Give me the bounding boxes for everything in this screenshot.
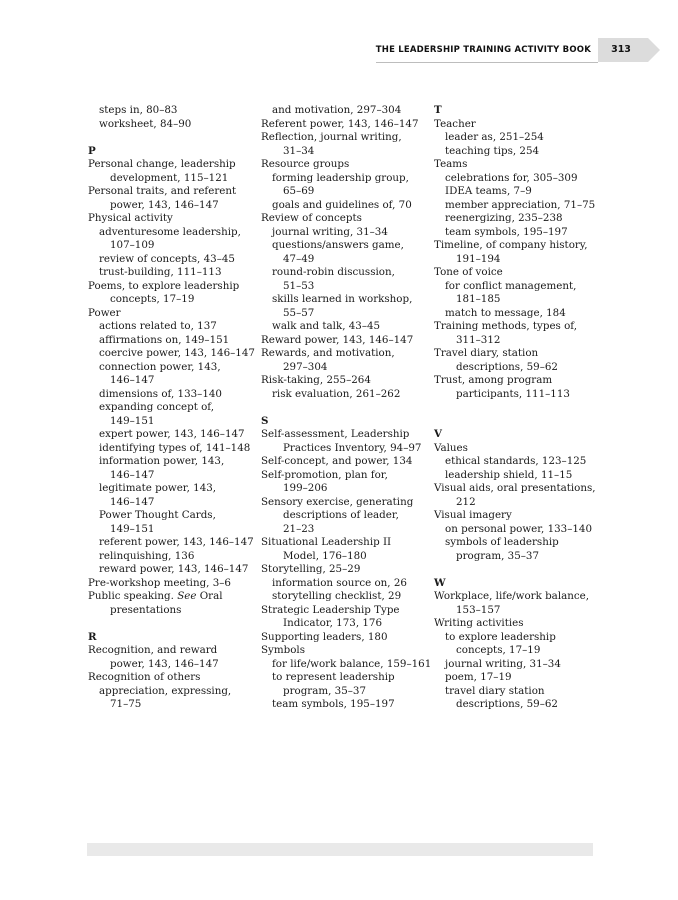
index-continuation: 51–53 (283, 279, 315, 292)
index-entry: Personal change, leadership (88, 158, 236, 170)
index-column-2 (261, 104, 431, 712)
index-subentry: appreciation, expressing, (99, 684, 232, 697)
index-subentry: steps in, 80–83 (99, 104, 178, 116)
index-letter-heading: R (88, 630, 97, 643)
index-subentry: risk evaluation, 261–262 (272, 387, 401, 400)
index-continuation: 107–109 (110, 239, 155, 251)
index-spacer (88, 617, 258, 631)
index-letter-heading: T (434, 104, 442, 116)
index-subentry: goals and guidelines of, 70 (272, 198, 412, 211)
index-subentry: Power Thought Cards, (99, 509, 216, 521)
index-entry: Pre-workshop meeting, 3–6 (88, 576, 231, 589)
index-entry: Reward power, 143, 146–147 (261, 333, 414, 346)
index-letter-heading: S (261, 414, 269, 427)
index-continuation: 153–157 (456, 603, 501, 616)
index-entry: Personal traits, and referent (88, 185, 237, 197)
index-subentry: journal writing, 31–34 (272, 225, 388, 238)
index-subentry: for conflict management, (445, 279, 577, 292)
index-subentry: expert power, 143, 146–147 (99, 428, 245, 440)
index-letter-heading: P (88, 144, 96, 157)
index-subentry: review of concepts, 43–45 (99, 252, 235, 265)
index-subentry: information power, 143, (99, 455, 225, 467)
index-continuation: 311–312 (456, 333, 501, 346)
index-continuation: 212 (456, 495, 476, 508)
index-entry: Values (434, 441, 468, 454)
index-entry: Self-promotion, plan for, (261, 468, 388, 481)
index-entry: Physical activity (88, 212, 173, 224)
index-entry: Poems, to explore leadership (88, 279, 240, 292)
index-subentry: team symbols, 195–197 (445, 225, 568, 238)
index-continuation: 146–147 (110, 374, 155, 386)
index-subentry: legitimate power, 143, (99, 482, 217, 494)
index-subentry: adventuresome leadership, (99, 225, 241, 238)
index-subentry: reward power, 143, 146–147 (99, 563, 249, 575)
index-subentry: dimensions of, 133–140 (99, 387, 222, 400)
index-continuation: 31–34 (283, 144, 315, 157)
index-subentry: forming leadership group, (272, 171, 409, 184)
index-continuation: 191–194 (456, 252, 501, 265)
index-subentry: leadership shield, 11–15 (445, 468, 573, 481)
index-letter-heading: W (434, 576, 446, 589)
index-entry: Referent power, 143, 146–147 (261, 117, 419, 130)
index-subentry: and motivation, 297–304 (272, 104, 402, 116)
index-entry: Supporting leaders, 180 (261, 630, 388, 643)
index-subentry: coercive power, 143, 146–147 (99, 347, 255, 359)
index-entry: Resource groups (261, 158, 350, 170)
index-subentry: relinquishing, 136 (99, 549, 195, 562)
index-entry: Recognition of others (88, 671, 201, 683)
index-subentry: on personal power, 133–140 (445, 522, 593, 535)
index-subentry: ethical standards, 123–125 (445, 455, 587, 467)
index-entry: Visual imagery (434, 509, 512, 521)
index-continuation: 149–151 (110, 414, 155, 427)
index-subentry: match to message, 184 (445, 306, 566, 319)
index-entry: Recognition, and reward (88, 644, 218, 656)
index-subentry: skills learned in workshop, (272, 293, 413, 305)
index-continuation: descriptions, 59–62 (456, 698, 558, 710)
index-continuation: 55–57 (283, 306, 315, 319)
index-entry: Training methods, types of, (434, 320, 578, 332)
index-entry: Writing activities (434, 617, 524, 629)
index-subentry: actions related to, 137 (99, 320, 217, 332)
index-continuation: concepts, 17–19 (456, 644, 541, 656)
book-title: THE LEADERSHIP TRAINING ACTIVITY BOOK (375, 45, 591, 55)
index-spacer (434, 563, 604, 577)
index-continuation: 297–304 (283, 360, 328, 373)
index-column-1 (88, 104, 258, 712)
index-entry: Symbols (261, 644, 306, 656)
index-subentry: trust-building, 111–113 (99, 266, 222, 278)
footer-bar (87, 843, 593, 856)
index-subentry: reenergizing, 235–238 (445, 212, 563, 224)
index-entry: Visual aids, oral presentations, (434, 482, 596, 494)
index-entry: Trust, among program (434, 374, 553, 386)
index-subentry: worksheet, 84–90 (99, 117, 192, 130)
index-continuation: power, 143, 146–147 (110, 657, 219, 670)
index-subentry: symbols of leadership (445, 536, 559, 548)
index-entry: Reflection, journal writing, (261, 131, 402, 143)
index-entry: Self-concept, and power, 134 (261, 455, 413, 467)
index-subentry: round-robin discussion, (272, 266, 395, 278)
index-subentry: referent power, 143, 146–147 (99, 536, 254, 548)
index-continuation: development, 115–121 (110, 171, 229, 184)
index-subentry: travel diary station (445, 684, 545, 697)
index-letter-heading: V (434, 428, 442, 440)
index-spacer (434, 415, 604, 429)
index-continuation: 21–23 (283, 522, 315, 535)
page-number: 313 (611, 44, 631, 55)
index-continuation: concepts, 17–19 (110, 293, 195, 305)
index-continuation: 146–147 (110, 495, 155, 508)
index-entry: Strategic Leadership Type (261, 603, 400, 616)
index-entry: Workplace, life/work balance, (434, 590, 590, 602)
index-subentry: teaching tips, 254 (445, 144, 540, 157)
index-subentry: identifying types of, 141–148 (99, 441, 251, 454)
index-subentry: leader as, 251–254 (445, 131, 544, 143)
index-spacer (88, 131, 258, 145)
index-entry: Self-assessment, Leadership (261, 428, 410, 440)
header-rule (376, 62, 598, 63)
index-spacer (434, 401, 604, 415)
index-continuation: 65–69 (283, 185, 315, 197)
index-subentry: member appreciation, 71–75 (445, 198, 596, 211)
index-continuation: program, 35–37 (283, 684, 367, 697)
index-continuation: 71–75 (110, 698, 142, 710)
index-subentry: expanding concept of, (99, 401, 215, 413)
index-subentry: storytelling checklist, 29 (272, 590, 402, 602)
index-entry: Review of concepts (261, 212, 362, 224)
index-entry: Power (88, 306, 121, 319)
running-header (0, 38, 678, 62)
index-entry: Storytelling, 25–29 (261, 563, 361, 575)
index-subentry: celebrations for, 305–309 (445, 171, 578, 184)
index-subentry: journal writing, 31–34 (445, 657, 561, 670)
index-subentry: affirmations on, 149–151 (99, 333, 230, 346)
index-continuation: Practices Inventory, 94–97 (283, 441, 422, 454)
index-subentry: connection power, 143, (99, 360, 221, 373)
index-entry: Situational Leadership II (261, 536, 392, 548)
index-subentry: for life/work balance, 159–161 (272, 657, 432, 670)
index-continuation: descriptions, 59–62 (456, 360, 558, 373)
index-entry: Teacher (434, 117, 476, 130)
index-continuation: 149–151 (110, 522, 155, 535)
index-subentry: poem, 17–19 (445, 671, 512, 683)
index-continuation: power, 143, 146–147 (110, 198, 219, 211)
index-subentry: team symbols, 195–197 (272, 698, 395, 710)
index-entry: Teams (434, 158, 468, 170)
cross-reference-see: See (177, 590, 197, 602)
index-continuation: 181–185 (456, 293, 501, 305)
index-entry: Public speaking. See Oral (88, 590, 223, 602)
index-column-3 (434, 104, 604, 712)
index-subentry: information source on, 26 (272, 576, 407, 589)
index-subentry: to explore leadership (445, 630, 556, 643)
index-subentry: to represent leadership (272, 671, 395, 683)
index-entry: Travel diary, station (434, 347, 539, 359)
index-continuation: descriptions of leader, (283, 509, 399, 521)
index-entry: Timeline, of company history, (434, 239, 588, 251)
index-subentry: questions/answers game, (272, 239, 404, 251)
index-continuation: Indicator, 173, 176 (283, 617, 383, 629)
index-spacer (261, 401, 431, 415)
index-entry: Risk-taking, 255–264 (261, 374, 371, 386)
index-continuation: participants, 111–113 (456, 387, 570, 400)
index-continuation: 199–206 (283, 482, 328, 494)
index-continuation: 146–147 (110, 468, 155, 481)
index-continuation: 47–49 (283, 252, 315, 265)
index-continuation: Model, 176–180 (283, 549, 367, 562)
index-entry: Rewards, and motivation, (261, 347, 395, 359)
index-continuation: presentations (110, 603, 182, 616)
index-entry: Tone of voice (434, 266, 503, 278)
index-entry: Sensory exercise, generating (261, 495, 414, 508)
index-subentry: walk and talk, 43–45 (272, 320, 381, 332)
index-subentry: IDEA teams, 7–9 (445, 185, 532, 197)
index-continuation: program, 35–37 (456, 549, 540, 562)
